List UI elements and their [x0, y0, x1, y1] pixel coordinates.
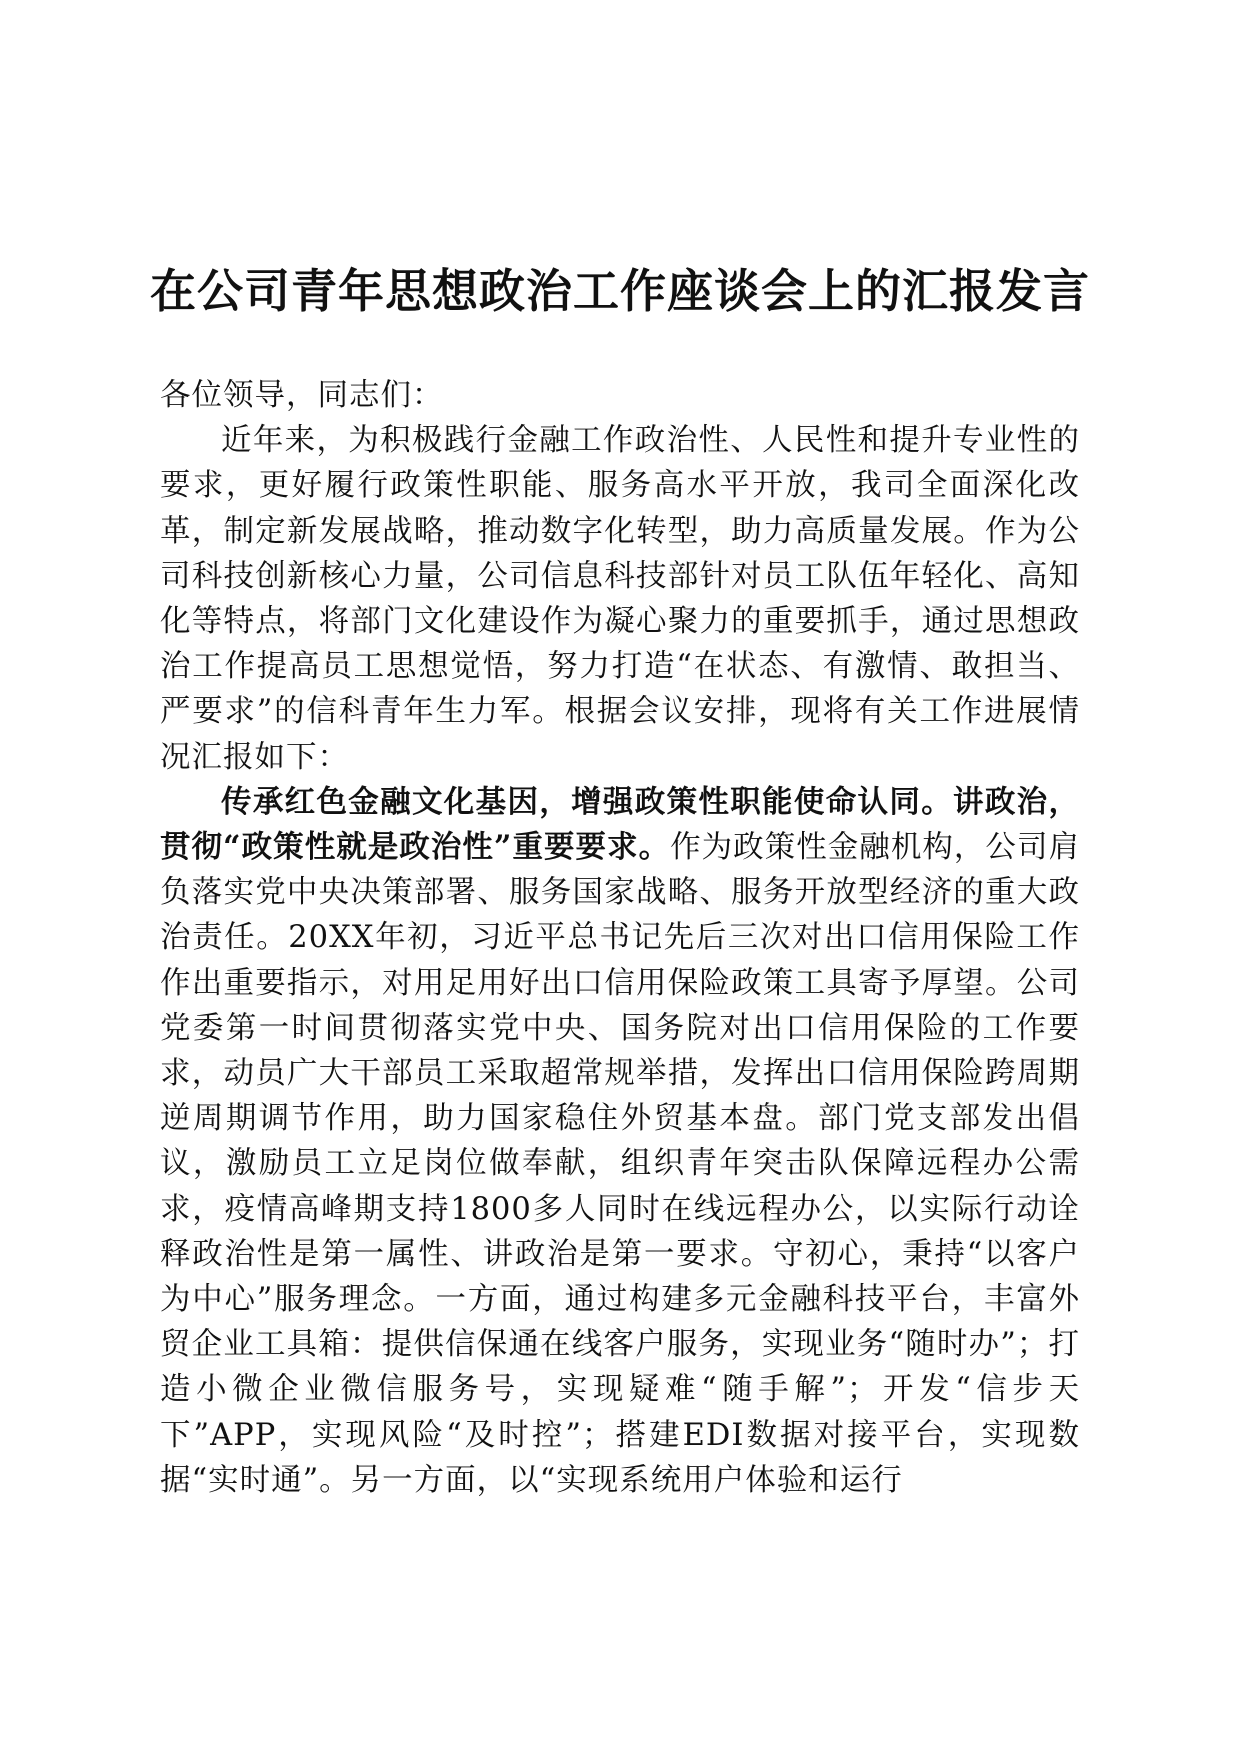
paragraph-intro: 近年来，为积极践行金融工作政治性、人民性和提升专业性的要求，更好履行政策性职能、服务高水平开放，我司全面深化改革，制定新发展战略，推动数字化转型，助力高质量发展。作为公司科技创新核心力量，公司信息科技部针对员工队伍年轻化、高知化等特点，将部门文化建设作为凝心聚力的重要抓手，通过思想政治工作提高员工思想觉悟，努力打造“在状态、有激情、敢担当、严要求”的信科青年生力军。根据会议安排，现将有关工作进展情况汇报如下： [160, 423, 1080, 775]
section-1-text: 作为政策性金融机构，公司肩负落实党中央决策部署、服务国家战略、服务开放型经济的重大政治责任。20XX年初，习近平总书记先后三次对出口信用保险工作作出重要指示，对用足用好出口信用保险政策工具寄予厚望。公司党委第一时间贯彻落实党中央、国务院对出口信用保险的工作要求，动员广大干部员工采取超常规举措，发挥出口信用保险跨周期逆周期调节作用，助力国家稳住外贸基本盘。部门党支部发出倡议，激励员工立足岗位做奉献，组织青年突击队保障远程办公需求，疫情高峰期支持1800多人同时在线远程办公，以实际行动诠释政治性是第一属性、讲政治是第一要求。守初心，秉持“以客户为中心”服务理念。一方面，通过构建多元金融科技平台，丰富外贸企业工具箱：提供信保通在线客户服务，实现业务“随时办”；打造小微企业微信服务号，实现疑难“随手解”；开发“信步天下”APP，实现风险“及时控”；搭建EDI数据对接平台，实现数据“实时通”。另一方面，以“实现系统用户体验和运行 [160, 830, 1080, 1498]
salutation: 各位领导，同志们： [160, 378, 444, 413]
document-title: 在公司青年思想政治工作座谈会上的汇报发言 [150, 264, 1090, 318]
section-1-heading: 传承红色金融文化基因，增强政策性职能使命认同。讲政治，贯彻“政策性就是政治性”重要要求。 [160, 783, 1080, 866]
paragraph-section-1 [160, 780, 1080, 1503]
document-body [160, 373, 1080, 1503]
